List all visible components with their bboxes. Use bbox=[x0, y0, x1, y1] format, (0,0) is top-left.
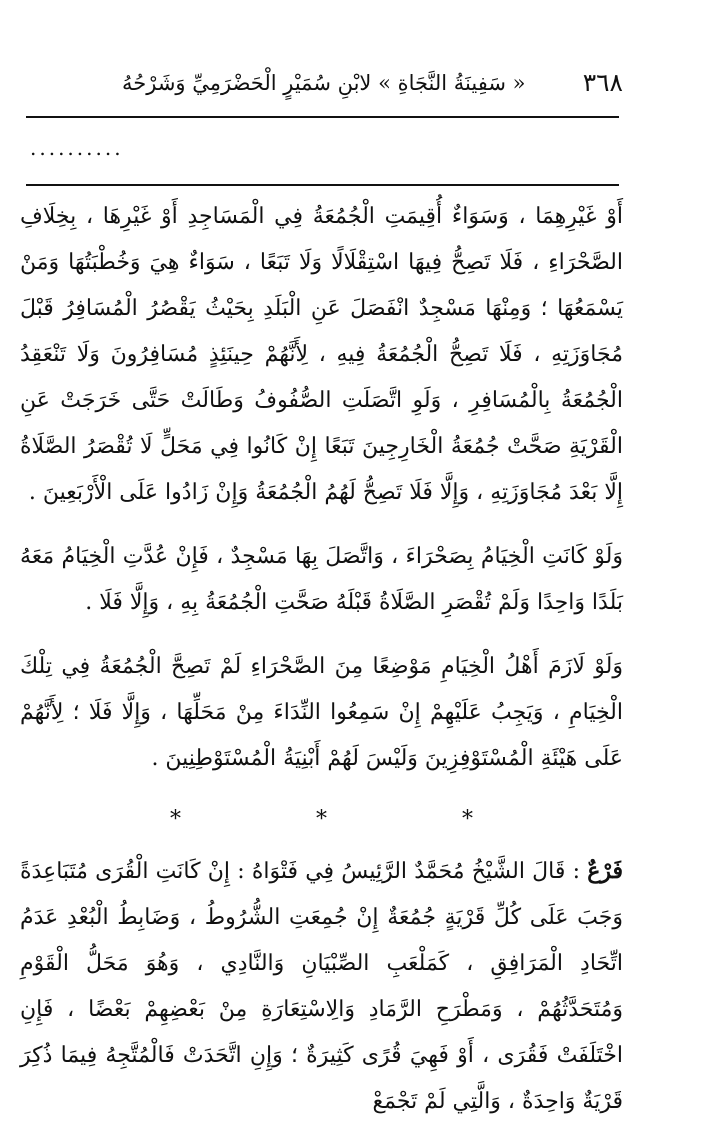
far-text: : قَالَ الشَّيْخُ مُحَمَّدٌ الرَّئِيسُ فِي فَتْوَاهُ : إِنْ كَانَتِ الْقُرَى مُتَبَاعِدَةً وَجَبَ عَلَى كُلِّ قَرْيَةٍ جُمُعَةٌ إِنْ جُمِعَتِ الشُّرُوطُ ، وَضَابِطُ الْبُعْدِ عَدَمُ اتِّحَادِ الْمَرَافِقِ ، كَمَلْعَبِ الصِّبْيَانِ وَالنَّادِي ، وَهُوَ مَحَلُّ الْقَوْمِ وَمُتَحَدَّثُهُمْ ، وَمَطْرَحِ الرَّمَادِ وَالِاسْتِعَارَةِ مِنْ بَعْضِهِمْ بَعْضًا ، فَإِنِ اخْتَلَفَتْ فَقُرَى ، أَوْ فَهِيَ قُرًى كَثِيرَةٌ ؛ وَإِنِ اتَّحَدَتْ فَالْمُتَّجِهُ فِيمَا ذُكِرَ قَرْيَةٌ وَاحِدَةٌ ، وَالَّتِي لَمْ تَجْمَعْ bbox=[20, 859, 623, 1114]
running-title: « سَفِينَةُ النَّجَاةِ » لابْنِ سُمَيْرٍ الْحَضْرَمِيِّ وَشَرْحُهُ bbox=[122, 71, 526, 95]
running-header bbox=[122, 60, 623, 100]
paragraph: وَلَوْ لَازَمَ أَهْلُ الْخِيَامِ مَوْضِعًا مِنَ الصَّحْرَاءِ لَمْ تَصِحَّ الْجُمُعَةُ فِي تِلْكَ الْخِيَامِ ، وَيَجِبُ عَلَيْهِمْ إِنْ سَمِعُوا النِّدَاءَ مِنْ مَحَلِّهَا ، وَإِلَّا فَلَا ؛ لِأَنَّهُمْ عَلَى هَيْئَةِ الْمُسْتَوْفِزِينَ وَلَيْسَ لَهُمْ أَبْنِيَةُ الْمُسْتَوْطِنِينَ . bbox=[20, 654, 623, 771]
paragraph: أَوْ غَيْرِهِمَا ، وَسَوَاءٌ أُقِيمَتِ الْجُمُعَةُ فِي الْمَسَاجِدِ أَوْ غَيْرِهَا ، بِخِلَافِ الصَّحْرَاءِ ، فَلَا تَصِحُّ فِيهَا اسْتِقْلَالًا وَلَا تَبَعًا ، سَوَاءٌ هِيَ وَخُطْبَتُهَا وَمَنْ يَسْمَعُهَا ؛ وَمِنْهَا مَسْجِدٌ انْفَصَلَ عَنِ الْبَلَدِ بِحَيْثُ يَقْصُرُ الْمُسَافِرُ قَبْلَ مُجَاوَزَتِهِ ، فَلَا تَصِحُّ الْجُمُعَةُ فِيهِ ، لِأَنَّهُمْ حِينَئِذٍ مُسَافِرُونَ وَلَا تَنْعَقِدُ الْجُمُعَةُ بِالْمُسَافِرِ ، وَلَوِ اتَّصَلَتِ الصُّفُوفُ وَطَالَتْ حَتَّى خَرَجَتْ عَنِ الْقَرْيَةِ صَحَّتْ جُمُعَةُ الْخَارِجِينَ تَبَعًا إِنْ كَانُوا فِي مَحَلٍّ لَا تُقْصَرُ الصَّلَاةُ إِلَّا بَعْدَ مُجَاوَزَتِهِ ، وَإِلَّا فَلَا تَصِحُّ لَهُمُ الْجُمُعَةُ وَإِنْ زَادُوا عَلَى الْأَرْبَعِينَ . bbox=[20, 204, 623, 505]
paragraph: وَلَوْ كَانَتِ الْخِيَامُ بِصَحْرَاءَ ، وَاتَّصَلَ بِهَا مَسْجِدٌ ، فَإِنْ عُدَّتِ الْخِيَامُ مَعَهُ بَلَدًا وَاحِدًا وَلَمْ تُقْصَرِ الصَّلَاةُ قَبْلَهُ صَحَّتِ الْجُمُعَةُ بِهِ ، وَإِلَّا فَلَا . bbox=[20, 544, 623, 615]
omission-dots: .......... bbox=[30, 136, 124, 160]
page-number: ٣٦٨ bbox=[582, 68, 623, 97]
main-text bbox=[20, 194, 623, 1143]
far-paragraph bbox=[20, 848, 623, 1125]
section-rule bbox=[26, 184, 619, 186]
header-rule bbox=[26, 116, 619, 118]
section-separator: * * * bbox=[170, 807, 537, 832]
far-label: فَرْعٌ bbox=[587, 858, 623, 884]
